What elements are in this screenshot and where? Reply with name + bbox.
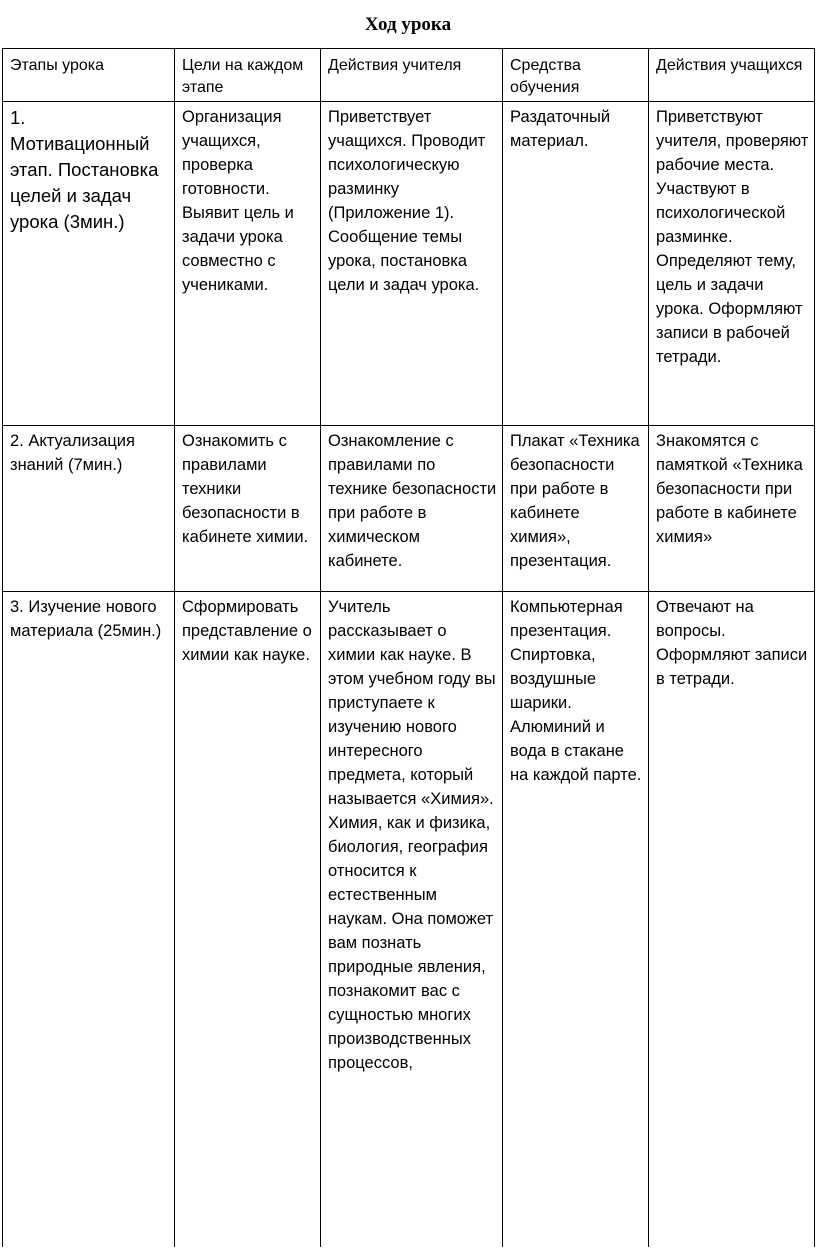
stage-cell: 3. Изучение нового материала (25мин.) xyxy=(3,592,175,1248)
teacher-actions-cell: Приветствует учащихся. Проводит психологическую разминку (Приложение 1). Сообщение темы урока, постановка цели и задач урока. xyxy=(321,102,503,426)
tools-cell: Плакат «Техника безопасности при работе в кабинете химия», презентация. xyxy=(503,426,649,592)
tools-cell: Компьютерная презентация. Спиртовка, воздушные шарики. Алюминий и вода в стакане на каждой парте. xyxy=(503,592,649,1248)
student-actions-cell: Отвечают на вопросы. Оформляют записи в тетради. xyxy=(649,592,815,1248)
teacher-actions-cell: Ознакомление с правилами по технике безопасности при работе в химическом кабинете. xyxy=(321,426,503,592)
goals-cell: Организация учащихся, проверка готовности. Выявит цель и задачи урока совместно с учениками. xyxy=(175,102,321,426)
student-actions-cell: Приветствуют учителя, проверяют рабочие места. Участвуют в психологической разминке. Определяют тему, цель и задачи урока. Оформляют записи в рабочей тетради. xyxy=(649,102,815,426)
column-header-teacher-actions: Действия учителя xyxy=(321,49,503,102)
table-row xyxy=(3,592,815,1248)
stage-cell: 1. Мотивационный этап. Постановка целей и задач урока (3мин.) xyxy=(3,102,175,426)
student-actions-cell: Знакомятся с памяткой «Техника безопасности при работе в кабинете химия» xyxy=(649,426,815,592)
table-header-row xyxy=(3,49,815,102)
lesson-table xyxy=(2,48,815,1247)
column-header-tools: Средства обучения xyxy=(503,49,649,102)
table-row xyxy=(3,102,815,426)
page-title: Ход урока xyxy=(364,14,452,35)
column-header-student-actions: Действия учащихся xyxy=(649,49,815,102)
tools-cell: Раздаточный материал. xyxy=(503,102,649,426)
teacher-actions-cell: Учитель рассказывает о химии как науке. В этом учебном году вы приступаете к изучению нового интересного предмета, который называется «Химия». Химия, как и физика, биология, география относится к естественным наукам. Она поможет вам познать природные явления, познакомит вас с сущностью многих производственных процессов, xyxy=(321,592,503,1248)
column-header-stages: Этапы урока xyxy=(3,49,175,102)
table-row xyxy=(3,426,815,592)
stage-cell: 2. Актуализация знаний (7мин.) xyxy=(3,426,175,592)
column-header-goals: Цели на каждом этапе xyxy=(175,49,321,102)
goals-cell: Ознакомить с правилами техники безопасности в кабинете химии. xyxy=(175,426,321,592)
goals-cell: Сформировать представление о химии как науке. xyxy=(175,592,321,1248)
